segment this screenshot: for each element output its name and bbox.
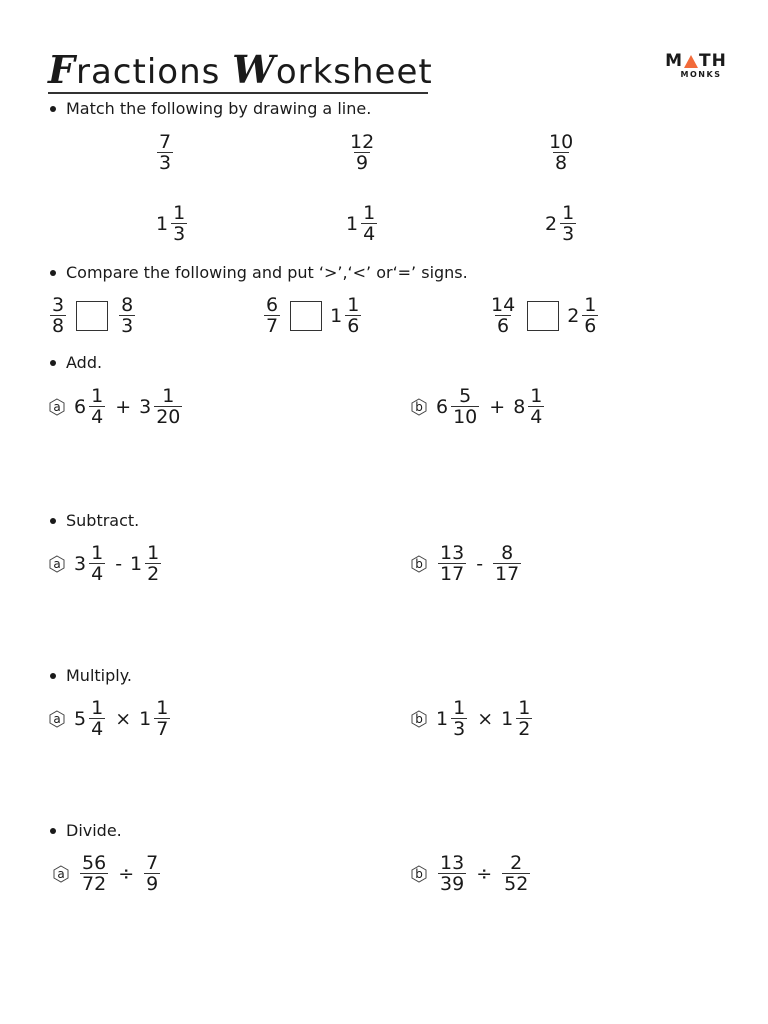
numerator: 7 (146, 852, 159, 874)
problem-label: a (53, 556, 61, 571)
fraction (348, 132, 376, 173)
hexagon-label-icon (48, 398, 66, 416)
whole-number: 3 (139, 395, 152, 418)
add-problem-a (48, 386, 184, 427)
denominator: 6 (497, 315, 510, 337)
denominator: 3 (453, 718, 466, 740)
multiply-problem-b (410, 698, 534, 739)
subtract-problem-b (410, 543, 523, 584)
operator: × (115, 707, 132, 730)
match-top-2 (346, 132, 378, 173)
fraction (119, 295, 135, 336)
fraction (145, 543, 161, 584)
fraction (451, 698, 467, 739)
hexagon-label-icon (48, 555, 66, 573)
hexagon-label-icon (410, 710, 428, 728)
whole-number: 2 (545, 212, 558, 235)
fraction (157, 132, 173, 173)
numerator: 1 (347, 294, 360, 316)
fraction (528, 386, 544, 427)
fraction (144, 853, 160, 894)
numerator: 1 (453, 697, 466, 719)
denominator: 6 (584, 315, 597, 337)
match-bottom-3 (545, 203, 578, 244)
denominator: 8 (555, 152, 568, 174)
whole-number: 1 (156, 212, 169, 235)
denominator: 52 (504, 873, 529, 895)
fraction (361, 203, 377, 244)
numerator: 13 (440, 542, 465, 564)
denominator: 3 (173, 223, 186, 245)
match-top-3 (545, 132, 577, 173)
denominator: 3 (562, 223, 575, 245)
title-text-2: orksheet (275, 52, 433, 92)
fraction (451, 386, 479, 427)
multiply-problem-a (48, 698, 172, 739)
problem-label: b (415, 556, 423, 571)
fraction (489, 295, 517, 336)
denominator: 4 (91, 718, 104, 740)
denominator: 7 (266, 315, 279, 337)
fraction (80, 853, 108, 894)
numerator: 1 (518, 697, 531, 719)
hexagon-label-icon (48, 710, 66, 728)
compare-item-2 (262, 295, 363, 336)
divide-problem-b (410, 853, 532, 894)
operator: - (115, 552, 123, 575)
title-cap-w: W (232, 47, 276, 92)
operator: ÷ (476, 862, 493, 885)
compare-item-3 (487, 295, 600, 336)
problem-label: b (415, 711, 423, 726)
whole-number: 5 (74, 707, 87, 730)
problem-label: b (415, 866, 423, 881)
divide-problem-a (52, 853, 162, 894)
numerator: 1 (162, 385, 175, 407)
fraction (89, 698, 105, 739)
numerator: 1 (91, 697, 104, 719)
problem-label: a (53, 711, 61, 726)
numerator: 1 (91, 385, 104, 407)
title-cap-f: F (48, 47, 76, 92)
hexagon-label-icon (410, 398, 428, 416)
problem-label: a (53, 399, 61, 414)
whole-number: 2 (567, 304, 580, 327)
problem-label: b (415, 399, 423, 414)
instruction-compare (48, 263, 468, 283)
worksheet-title (48, 46, 433, 96)
fraction (154, 698, 170, 739)
numerator: 2 (510, 852, 523, 874)
match-bottom-1 (156, 203, 189, 244)
numerator: 8 (121, 294, 134, 316)
denominator: 4 (91, 406, 104, 428)
numerator: 1 (562, 202, 575, 224)
denominator: 6 (347, 315, 360, 337)
whole-number: 3 (74, 552, 87, 575)
fraction (582, 295, 598, 336)
fraction (438, 543, 466, 584)
bullet-icon (50, 828, 56, 834)
whole-number: 8 (513, 395, 526, 418)
numerator: 5 (459, 385, 472, 407)
instruction-text: Match the following by drawing a line. (66, 99, 372, 118)
compare-item-1 (48, 295, 137, 336)
bullet-icon (50, 106, 56, 112)
instruction-add (48, 353, 102, 373)
answer-box[interactable] (290, 301, 322, 331)
numerator: 1 (147, 542, 160, 564)
hexagon-label-icon (410, 555, 428, 573)
whole-number: 1 (436, 707, 449, 730)
numerator: 14 (491, 294, 516, 316)
fraction (516, 698, 532, 739)
numerator: 3 (52, 294, 65, 316)
bullet-icon (50, 360, 56, 366)
triangle-icon (684, 55, 698, 68)
denominator: 9 (356, 152, 369, 174)
instruction-multiply (48, 666, 132, 686)
match-top-1 (155, 132, 175, 173)
answer-box[interactable] (527, 301, 559, 331)
numerator: 1 (173, 202, 186, 224)
numerator: 1 (156, 697, 169, 719)
denominator: 9 (146, 873, 159, 895)
numerator: 1 (91, 542, 104, 564)
numerator: 13 (440, 852, 465, 874)
operator: + (489, 395, 506, 418)
bullet-icon (50, 270, 56, 276)
math-monks-logo (666, 52, 726, 80)
fraction (171, 203, 187, 244)
denominator: 20 (156, 406, 181, 428)
instruction-text: Compare the following and put ‘>’,‘<’ or‘=’ signs. (66, 263, 468, 282)
fraction (345, 295, 361, 336)
denominator: 39 (440, 873, 465, 895)
instruction-text: Multiply. (66, 666, 132, 685)
instruction-text: Add. (66, 353, 103, 372)
answer-box[interactable] (76, 301, 108, 331)
numerator: 8 (501, 542, 514, 564)
instruction-text: Divide. (66, 821, 122, 840)
fraction (560, 203, 576, 244)
hexagon-label-icon (410, 865, 428, 883)
whole-number: 1 (346, 212, 359, 235)
hexagon-label-icon (52, 865, 70, 883)
match-bottom-2 (346, 203, 379, 244)
whole-number: 1 (130, 552, 143, 575)
denominator: 4 (530, 406, 543, 428)
bullet-icon (50, 673, 56, 679)
denominator: 72 (82, 873, 107, 895)
numerator: 56 (82, 852, 107, 874)
subtract-problem-a (48, 543, 163, 584)
denominator: 10 (453, 406, 478, 428)
denominator: 4 (363, 223, 376, 245)
numerator: 10 (549, 131, 574, 153)
whole-number: 1 (330, 304, 343, 327)
operator: - (476, 552, 484, 575)
denominator: 7 (156, 718, 169, 740)
numerator: 12 (350, 131, 375, 153)
fraction (493, 543, 521, 584)
logo-letter-m: M (665, 51, 684, 71)
numerator: 1 (363, 202, 376, 224)
whole-number: 1 (139, 707, 152, 730)
fraction (502, 853, 530, 894)
fraction (89, 386, 105, 427)
denominator: 3 (121, 315, 134, 337)
logo-letters-th: TH (699, 51, 727, 71)
instruction-match (48, 99, 371, 119)
operator: ÷ (118, 862, 135, 885)
fraction (154, 386, 182, 427)
denominator: 2 (147, 563, 160, 585)
denominator: 4 (91, 563, 104, 585)
fraction (264, 295, 280, 336)
bullet-icon (50, 518, 56, 524)
numerator: 6 (266, 294, 279, 316)
denominator: 17 (495, 563, 520, 585)
denominator: 17 (440, 563, 465, 585)
operator: × (477, 707, 494, 730)
numerator: 1 (584, 294, 597, 316)
instruction-divide (48, 821, 122, 841)
whole-number: 6 (436, 395, 449, 418)
instruction-subtract (48, 511, 139, 531)
fraction (50, 295, 66, 336)
title-underline (48, 92, 428, 94)
fraction (438, 853, 466, 894)
denominator: 3 (159, 152, 172, 174)
fraction (547, 132, 575, 173)
title-text-1: ractions (75, 52, 233, 92)
operator: + (115, 395, 132, 418)
denominator: 2 (518, 718, 531, 740)
whole-number: 1 (501, 707, 514, 730)
numerator: 7 (159, 131, 172, 153)
numerator: 1 (530, 385, 543, 407)
instruction-text: Subtract. (66, 511, 140, 530)
whole-number: 6 (74, 395, 87, 418)
logo-subtitle: MONKS (680, 70, 722, 79)
add-problem-b (410, 386, 546, 427)
fraction (89, 543, 105, 584)
denominator: 8 (52, 315, 65, 337)
problem-label: a (57, 866, 65, 881)
